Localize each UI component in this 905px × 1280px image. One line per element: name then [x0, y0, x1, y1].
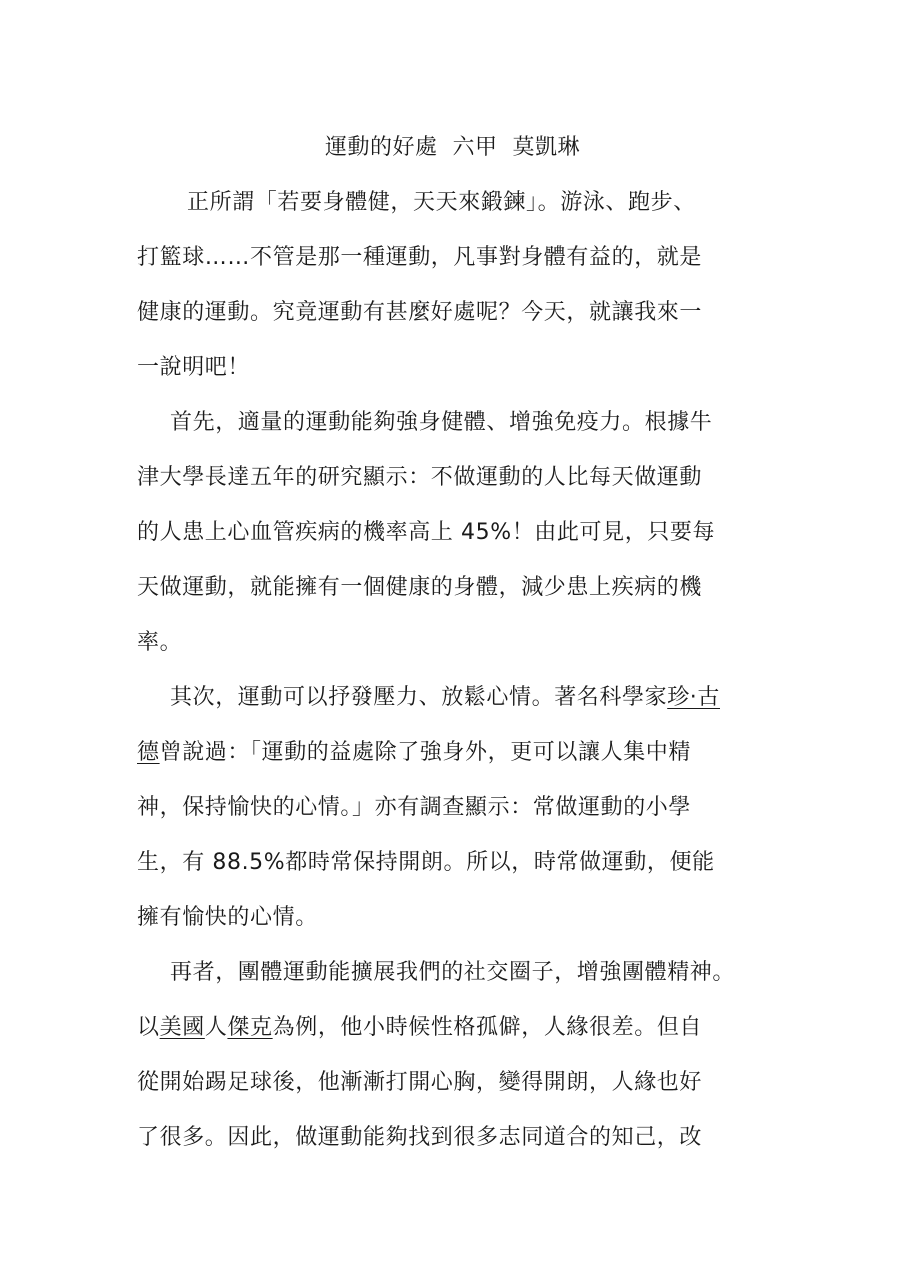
paragraph-3-line-3: 神，保持愉快的心情。」亦有調查顯示：常做運動的小學 [137, 795, 692, 820]
paragraph-2-line-1: 首先，適量的運動能夠強身健體、增強免疫力。根據牛 [170, 410, 713, 435]
paragraph-2-line-3: 的人患上心血管疾病的機率高上 45%！由此可見，只要每 [137, 520, 716, 545]
essay-title: 運動的好處 六甲 莫凱琳 [325, 135, 580, 160]
paragraph-1-line-4: 一說明吧！ [137, 355, 251, 380]
paragraph-2-line-4: 天做運動，就能擁有一個健康的身體，減少患上疾病的機 [137, 575, 703, 600]
underlined-name: 傑克 [227, 1015, 273, 1040]
paragraph-3-line-2 [137, 735, 691, 771]
paragraph-2-line-5: 率。 [137, 630, 183, 655]
paragraph-4-line-3: 從開始踢足球後，他漸漸打開心胸，變得開朗，人緣也好 [137, 1070, 703, 1095]
underlined-name: 珍·古 [667, 685, 720, 710]
paragraph-4-line-1: 再者，團體運動能擴展我們的社交圈子，增強團體精神。 [170, 960, 736, 985]
paragraph-4-line-4: 了很多。因此，做運動能夠找到很多志同道合的知己，改 [137, 1125, 703, 1150]
line-text: 曾說過：「運動的益處除了強身外，更可以讓人集中精 [159, 740, 692, 765]
paragraph-1-line-1: 正所謂「若要身體健，天天來鍛鍊」。游泳、跑步、 [187, 190, 696, 215]
paragraph-1-line-3: 健康的運動。究竟運動有甚麼好處呢？今天，就讓我來一 [137, 300, 703, 325]
line-text: 其次，運動可以抒發壓力、放鬆心情。著名科學家 [170, 685, 668, 710]
underlined-name: 德 [137, 740, 160, 765]
paragraph-3-line-5: 擁有愉快的心情。 [137, 905, 318, 930]
line-text: 以 [137, 1015, 160, 1040]
line-text: 人 [204, 1015, 228, 1040]
underlined-place: 美國 [159, 1015, 205, 1040]
paragraph-2-line-2: 津大學長達五年的研究顯示：不做運動的人比每天做運動 [137, 465, 703, 490]
paragraph-3-line-1 [170, 680, 720, 716]
paragraph-4-line-2 [137, 1010, 702, 1046]
paragraph-3-line-4: 生，有 88.5%都時常保持開朗。所以，時常做運動，便能 [137, 850, 715, 875]
line-text: 為例，他小時候性格孤僻，人緣很差。但自 [272, 1015, 703, 1040]
paragraph-1-line-2: 打籃球……不管是那一種運動，凡事對身體有益的，就是 [137, 245, 703, 270]
